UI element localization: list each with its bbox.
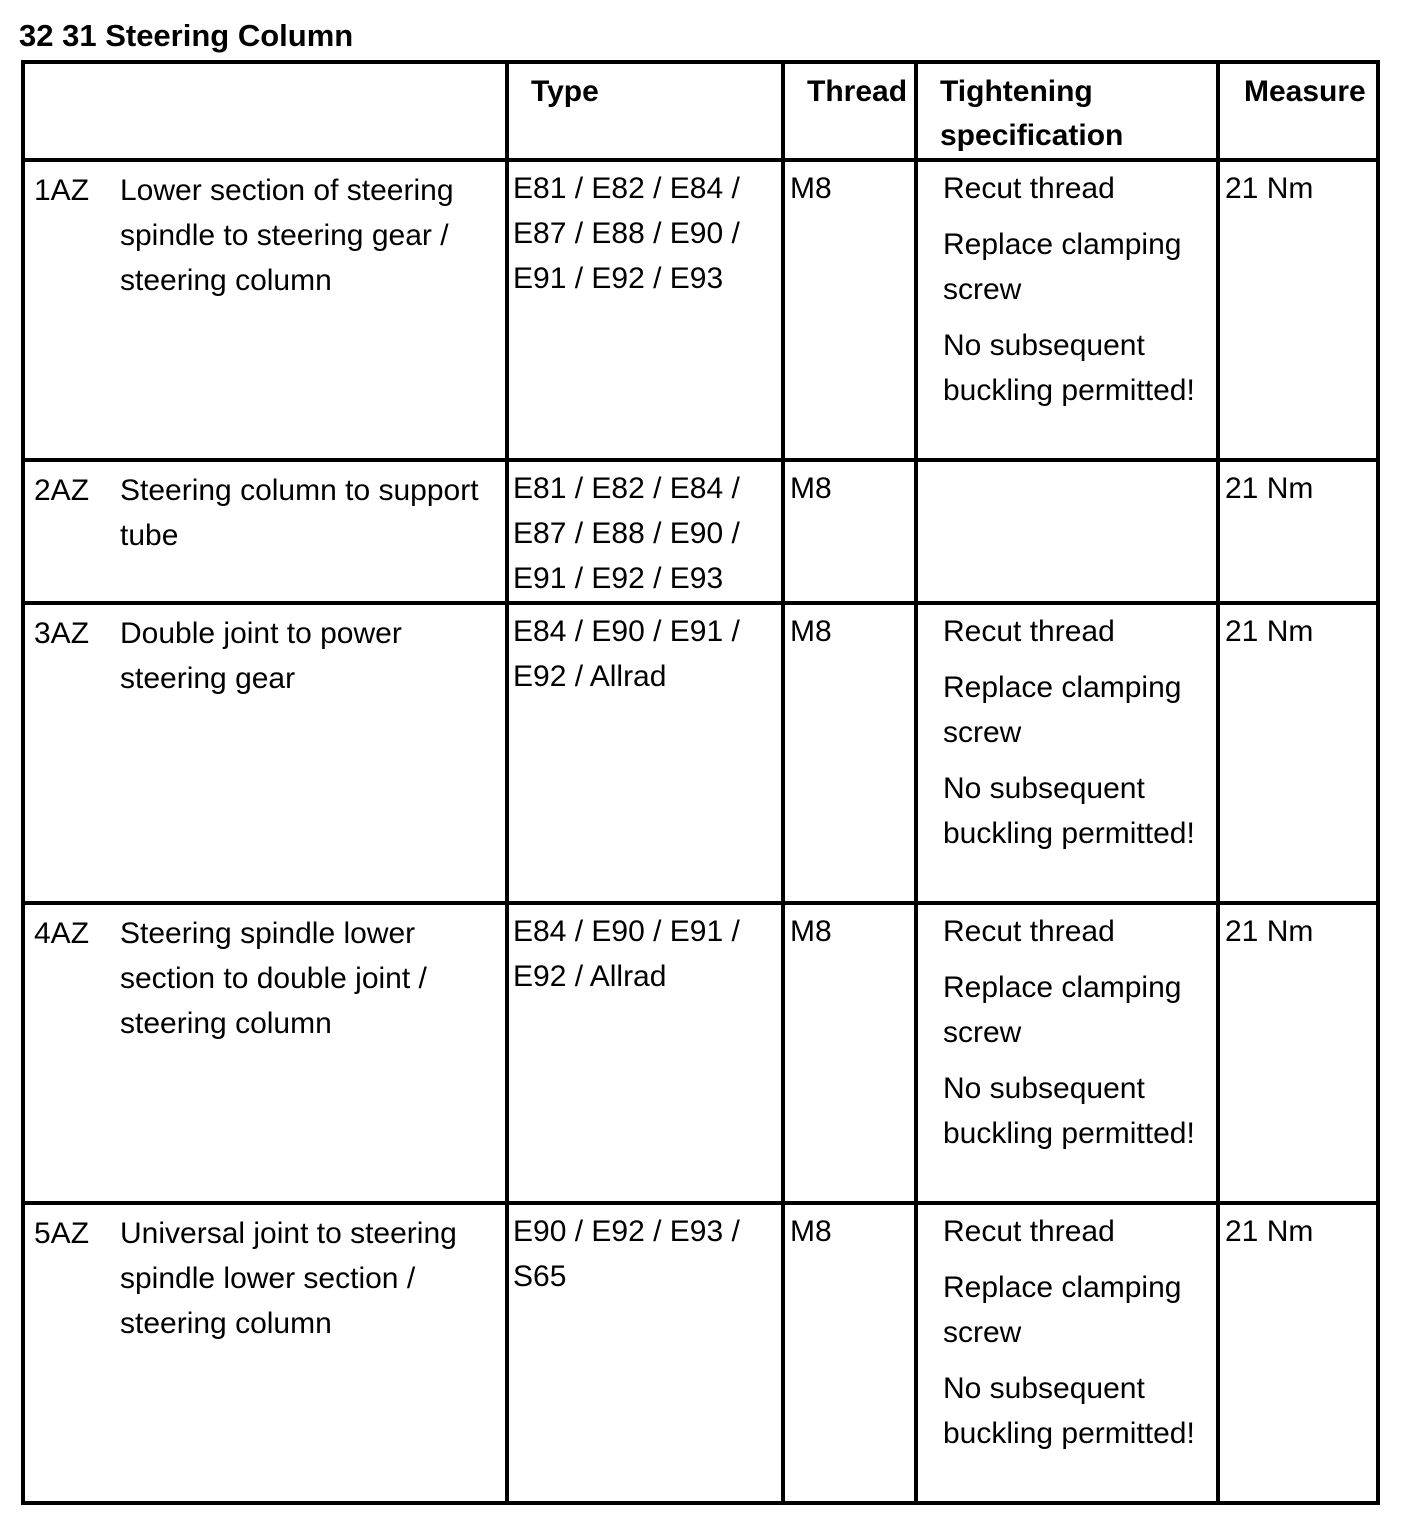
measure-cell: 21 Nm — [1218, 160, 1378, 460]
position-cell — [23, 903, 507, 1203]
spec-line: Replace clamping screw — [943, 228, 1182, 306]
page-title: 32 31 Steering Column — [19, 18, 354, 53]
spec-line: Recut thread — [943, 172, 1115, 205]
spec-line: No subsequent buckling permitted! — [943, 1372, 1195, 1450]
spec-line: Replace clamping screw — [943, 971, 1182, 1049]
position-description: Steering spindle lower section to double joint / steering column — [120, 917, 427, 1040]
spec-line: No subsequent buckling permitted! — [943, 1072, 1195, 1150]
table-row — [23, 1203, 1378, 1503]
position-id: 5AZ — [34, 1217, 90, 1250]
position-description: Universal joint to steering spindle lower section / steering column — [120, 1217, 457, 1340]
spec-cell — [916, 903, 1218, 1203]
position-id: 3AZ — [34, 617, 90, 650]
header-type: Type — [507, 62, 783, 160]
position-cell — [23, 160, 507, 460]
header-position — [23, 62, 507, 160]
type-cell: E84 / E90 / E91 / E92 / Allrad — [507, 903, 783, 1203]
spec-cell — [916, 1203, 1218, 1503]
position-cell — [23, 460, 507, 603]
spec-line: Replace clamping screw — [943, 671, 1182, 749]
spec-cell — [916, 460, 1218, 603]
measure-cell: 21 Nm — [1218, 603, 1378, 903]
type-cell: E90 / E92 / E93 / S65 — [507, 1203, 783, 1503]
spec-cell — [916, 603, 1218, 903]
header-tightening-specification: Tightening specification — [916, 62, 1218, 160]
header-thread: Thread — [783, 62, 916, 160]
position-id: 4AZ — [34, 917, 90, 950]
spec-line: No subsequent buckling permitted! — [943, 329, 1195, 407]
thread-cell: M8 — [783, 1203, 916, 1503]
thread-cell: M8 — [783, 903, 916, 1203]
spec-line: Recut thread — [943, 1215, 1115, 1248]
type-cell: E84 / E90 / E91 / E92 / Allrad — [507, 603, 783, 903]
spec-line: No subsequent buckling permitted! — [943, 772, 1195, 850]
measure-cell: 21 Nm — [1218, 903, 1378, 1203]
spec-line: Recut thread — [943, 915, 1115, 948]
position-cell — [23, 603, 507, 903]
thread-cell: M8 — [783, 603, 916, 903]
spec-cell — [916, 160, 1218, 460]
measure-cell: 21 Nm — [1218, 1203, 1378, 1503]
table-row — [23, 903, 1378, 1203]
table-row — [23, 160, 1378, 460]
thread-cell: M8 — [783, 160, 916, 460]
table-row — [23, 603, 1378, 903]
header-measure: Measure — [1218, 62, 1378, 160]
thread-cell: M8 — [783, 460, 916, 603]
spec-line: Recut thread — [943, 615, 1115, 648]
spec-line: Replace clamping screw — [943, 1271, 1182, 1349]
table-header-row — [23, 62, 1378, 160]
position-cell — [23, 1203, 507, 1503]
type-cell: E81 / E82 / E84 / E87 / E88 / E90 / E91 / E92 / E93 — [507, 460, 783, 603]
position-id: 1AZ — [34, 174, 90, 207]
measure-cell: 21 Nm — [1218, 460, 1378, 603]
steering-column-spec-table — [21, 60, 1380, 1505]
position-id: 2AZ — [34, 474, 90, 507]
table-row — [23, 460, 1378, 603]
position-description: Double joint to power steering gear — [120, 617, 402, 695]
position-description: Lower section of steering spindle to steering gear / steering column — [120, 174, 454, 297]
type-cell: E81 / E82 / E84 / E87 / E88 / E90 / E91 / E92 / E93 — [507, 160, 783, 460]
position-description: Steering column to support tube — [120, 474, 479, 552]
